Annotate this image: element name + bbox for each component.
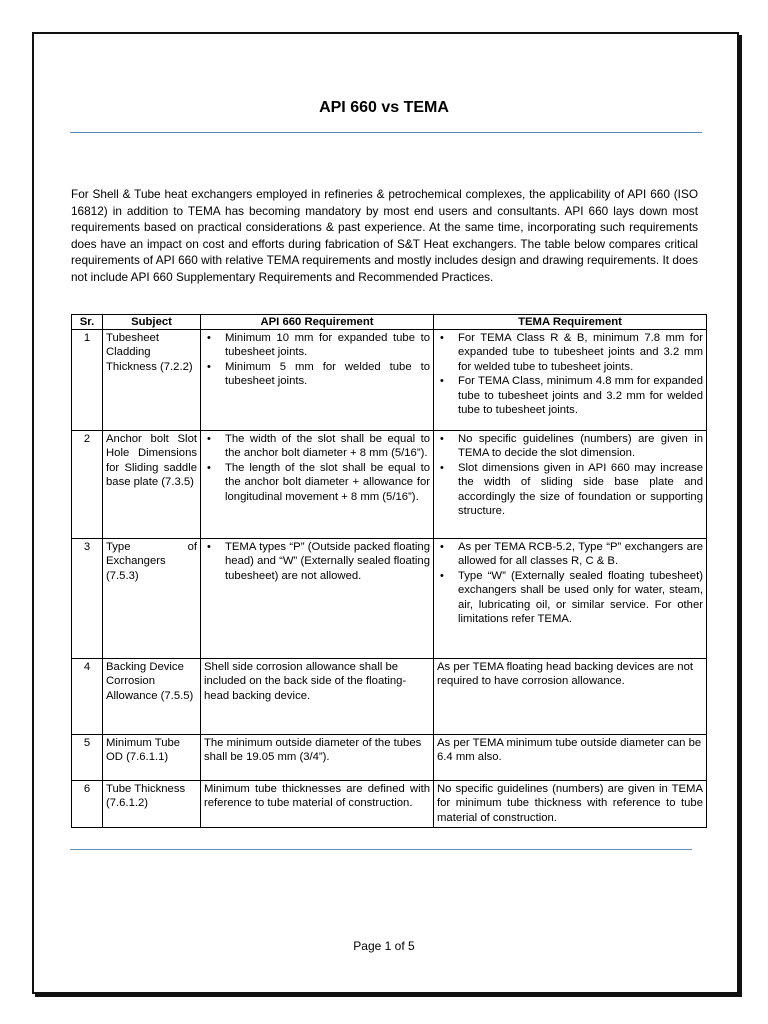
row-sr: 3	[72, 539, 103, 659]
header-sr: Sr.	[72, 315, 103, 330]
tema-bullet: • No specific guidelines (numbers) are given in TEMA to decide the slot dimension.	[437, 432, 703, 461]
row-api	[201, 431, 434, 539]
tema-bullet: • For TEMA Class, minimum 4.8 mm for expanded tube to tubesheet joints and 3.2 mm for welded tube to tubesheet joints.	[437, 374, 703, 417]
api-bullet: • Minimum 5 mm for welded tube to tubesheet joints.	[204, 360, 430, 389]
row-tema	[434, 431, 707, 539]
row-sr: 6	[72, 781, 103, 828]
tema-bullet: • Type “W” (Externally sealed floating tubesheet) exchangers shall be used only for water, steam, air, lubricating oil, or similar service. For other limitations refer TEMA.	[437, 569, 703, 627]
row-sr: 2	[72, 431, 103, 539]
row-subject: Type of Exchangers (7.5.3)	[103, 539, 201, 659]
page-number: Page 1 of 5	[353, 939, 415, 953]
header-api: API 660 Requirement	[201, 315, 434, 330]
document-title: API 660 vs TEMA	[319, 99, 449, 116]
row-subject: Anchor bolt Slot Hole Dimensions for Sliding saddle base plate (7.3.5)	[103, 431, 201, 539]
row-subject: Minimum Tube OD (7.6.1.1)	[103, 735, 201, 781]
header-tema: TEMA Requirement	[434, 315, 707, 330]
table-header-row	[72, 315, 707, 330]
tema-bullet: • Slot dimensions given in API 660 may increase the width of sliding side base plate and accordingly the size of foundation or supporting structure.	[437, 461, 703, 519]
table-row	[72, 735, 707, 781]
row-api: The minimum outside diameter of the tubes shall be 19.05 mm (3/4”).	[201, 735, 434, 781]
row-api: Shell side corrosion allowance shall be included on the back side of the floating-head backing device.	[201, 659, 434, 735]
row-subject: Tube Thickness (7.6.1.2)	[103, 781, 201, 828]
row-tema	[434, 539, 707, 659]
table-row	[72, 781, 707, 828]
footer-divider	[70, 849, 692, 850]
row-sr: 1	[72, 330, 103, 431]
intro-paragraph: For Shell & Tube heat exchangers employed in refineries & petrochemical complexes, the applicability of API 660 (ISO 16812) in addition to TEMA has becoming mandatory by most end users and consultants. API 660 lays down most requirements based on practical considerations & past experience. At the same time, incorporating such requirements does have an impact on cost and efforts during fabrication of S&T Heat exchangers. The table below compares critical requirements of API 660 with relative TEMA requirements and mostly includes design and drawing requirements. It does not include API 660 Supplementary Requirements and Recommended Practices.	[71, 187, 698, 284]
row-tema: As per TEMA floating head backing devices are not required to have corrosion allowance.	[434, 659, 707, 735]
tema-bullet: • For TEMA Class R & B, minimum 7.8 mm for expanded tube to tubesheet joints and 3.2 mm for welded tube to tubesheet joints.	[437, 331, 703, 374]
row-subject: Tubesheet Cladding Thickness (7.2.2)	[103, 330, 201, 431]
row-tema: No specific guidelines (numbers) are given in TEMA for minimum tube thickness with reference to tube material of construction.	[434, 781, 707, 828]
title-divider	[70, 132, 702, 133]
table-row	[72, 539, 707, 659]
api-bullet: • TEMA types “P” (Outside packed floating head) and “W” (Externally sealed floating tubesheet) are not allowed.	[204, 540, 430, 583]
api-bullet: • The length of the slot shall be equal to the anchor bolt diameter + allowance for longitudinal movement + 8 mm (5/16”).	[204, 461, 430, 504]
row-sr: 4	[72, 659, 103, 735]
comparison-table	[71, 314, 707, 828]
row-subject: Backing Device Corrosion Allowance (7.5.5)	[103, 659, 201, 735]
row-sr: 5	[72, 735, 103, 781]
row-tema: As per TEMA minimum tube outside diameter can be 6.4 mm also.	[434, 735, 707, 781]
api-bullet: • Minimum 10 mm for expanded tube to tubesheet joints.	[204, 331, 430, 360]
tema-bullet: • As per TEMA RCB-5.2, Type “P” exchangers are allowed for all classes R, C & B.	[437, 540, 703, 569]
table-row	[72, 330, 707, 431]
row-api: Minimum tube thicknesses are defined with reference to tube material of construction.	[201, 781, 434, 828]
api-bullet: • The width of the slot shall be equal to the anchor bolt diameter + 8 mm (5/16”).	[204, 432, 430, 461]
row-tema	[434, 330, 707, 431]
table-row	[72, 431, 707, 539]
table-row	[72, 659, 707, 735]
row-api	[201, 539, 434, 659]
row-api	[201, 330, 434, 431]
header-subject: Subject	[103, 315, 201, 330]
